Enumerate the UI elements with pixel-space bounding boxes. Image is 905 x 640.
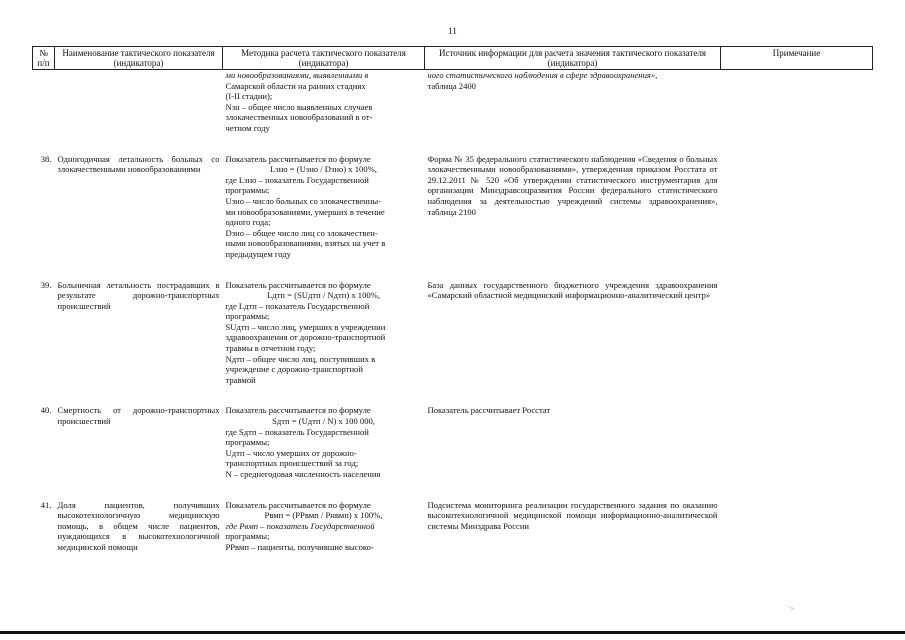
header-number: № п/п [33,47,55,70]
page-number: 11 [448,26,457,36]
indicator-note [721,154,873,260]
table-header-row [33,47,873,70]
indicator-note [721,500,873,553]
indicator-table [32,46,873,553]
row-number: 40. [40,405,52,416]
indicator-method: Показатель рассчитывается по формуле Рвмп = (PPвмп / Рнвмп) х 100%, где Рвмп – показатель Государственной программы; PPвмп – пациенты, получившие высоко- [225,499,383,552]
indicator-source: Показатель рассчитывает Росстат [427,405,551,416]
header-indicator-name: Наименование тактического показателя (индикатора) [55,47,223,70]
header-method: Методика расчета тактического показателя (индикатора) [223,47,425,70]
table-row [33,154,873,260]
indicator-method: Показатель рассчитывается по формуле Lзно = (Uзно / Dзно) х 100%, где Lзно – показатель Государственной программы; Uзно – число больных со злокачественны- ми новообразованиями, умерших в течение одного года; Dзно – общее число лиц со злокачествен- ными новообразованиями, взятых на учет в предыдущем году [225,153,386,259]
indicator-source: База данных государственного бюджетного учреждения здравоохранения «Самарский областной медицинский информационно-аналитический центр» [427,279,718,301]
indicator-name: Больничная летальность пострадавших в результате дорожно-транспортных происшествий [57,279,220,311]
indicator-method: Показатель рассчитывается по формуле Lдтп = (SUдтп / Nдтп) х 100%, где Lдтп – показатель Государственной программы; SUдтп – число лиц, умерших в учреждении здравоохранения от дорожно-транспортной травмы в отчетном году; Nдтп – общее число лиц, поступивших в учреждение с дорожно-транспортной травмой [225,279,386,385]
header-note: Примечание [721,47,873,70]
indicator-source: Форма № 35 федерального статистического наблюдения «Сведения о больных злокачественными новообразованиями», утвержденная приказом Росстата от 29.12.2011 № 520 «Об утверждении статистического инструментария для организации Минздравсоцразвития России федерального статистического наблюдения за деятельностью учреждений системы здравоохранения», таблица 2100 [427,153,718,217]
indicator-note [721,280,873,386]
continuation-row [33,70,873,134]
indicator-name: Одногодичная летальность больных со злокачественными новообразованиями [57,153,220,175]
row-number: 39. [40,279,52,290]
indicator-source: Подсистема мониторинга реализации государственного задания по оказанию высокотехнологичной медицинской помощи информационно-аналитической системы Минздрава России [427,499,718,531]
indicator-note [721,405,873,479]
indicator-name: Доля пациентов, получивших высокотехнологичную медицинскую помощь, в общем числе пациентов, нуждающихся в высокотехнологичной медицинской помощи [57,499,220,552]
table-row [33,280,873,386]
continuation-method: ми новообразованиями, выявленными в Самарской области на ранних стадиях (I-II стадии); Nзн – общее число выявленных случаев злокачественных новообразований в от- четном году [225,70,373,133]
table-row [33,500,873,553]
row-number: 38. [40,153,52,164]
page-bottom-border [0,631,905,634]
indicator-name: Смертность от дорожно-транспортных происшествий [57,405,220,427]
header-source: Источник информации для расчета значения тактического показателя (индикатора) [425,47,721,70]
continuation-source: ного статистического наблюдения в сфере здравоохранения», таблица 2400 [427,70,658,91]
indicator-method: Показатель рассчитывается по формуле Sдтп = (Uдтп / N) х 100 000, где Sдтп – показатель Государственной программы; Uдтп – число умерших от дорожно- транспортных происшествий за год; N – среднегодовая численность населения [225,405,381,479]
scan-mark: `> [788,605,795,613]
table-row [33,405,873,479]
row-number: 41. [40,499,52,510]
